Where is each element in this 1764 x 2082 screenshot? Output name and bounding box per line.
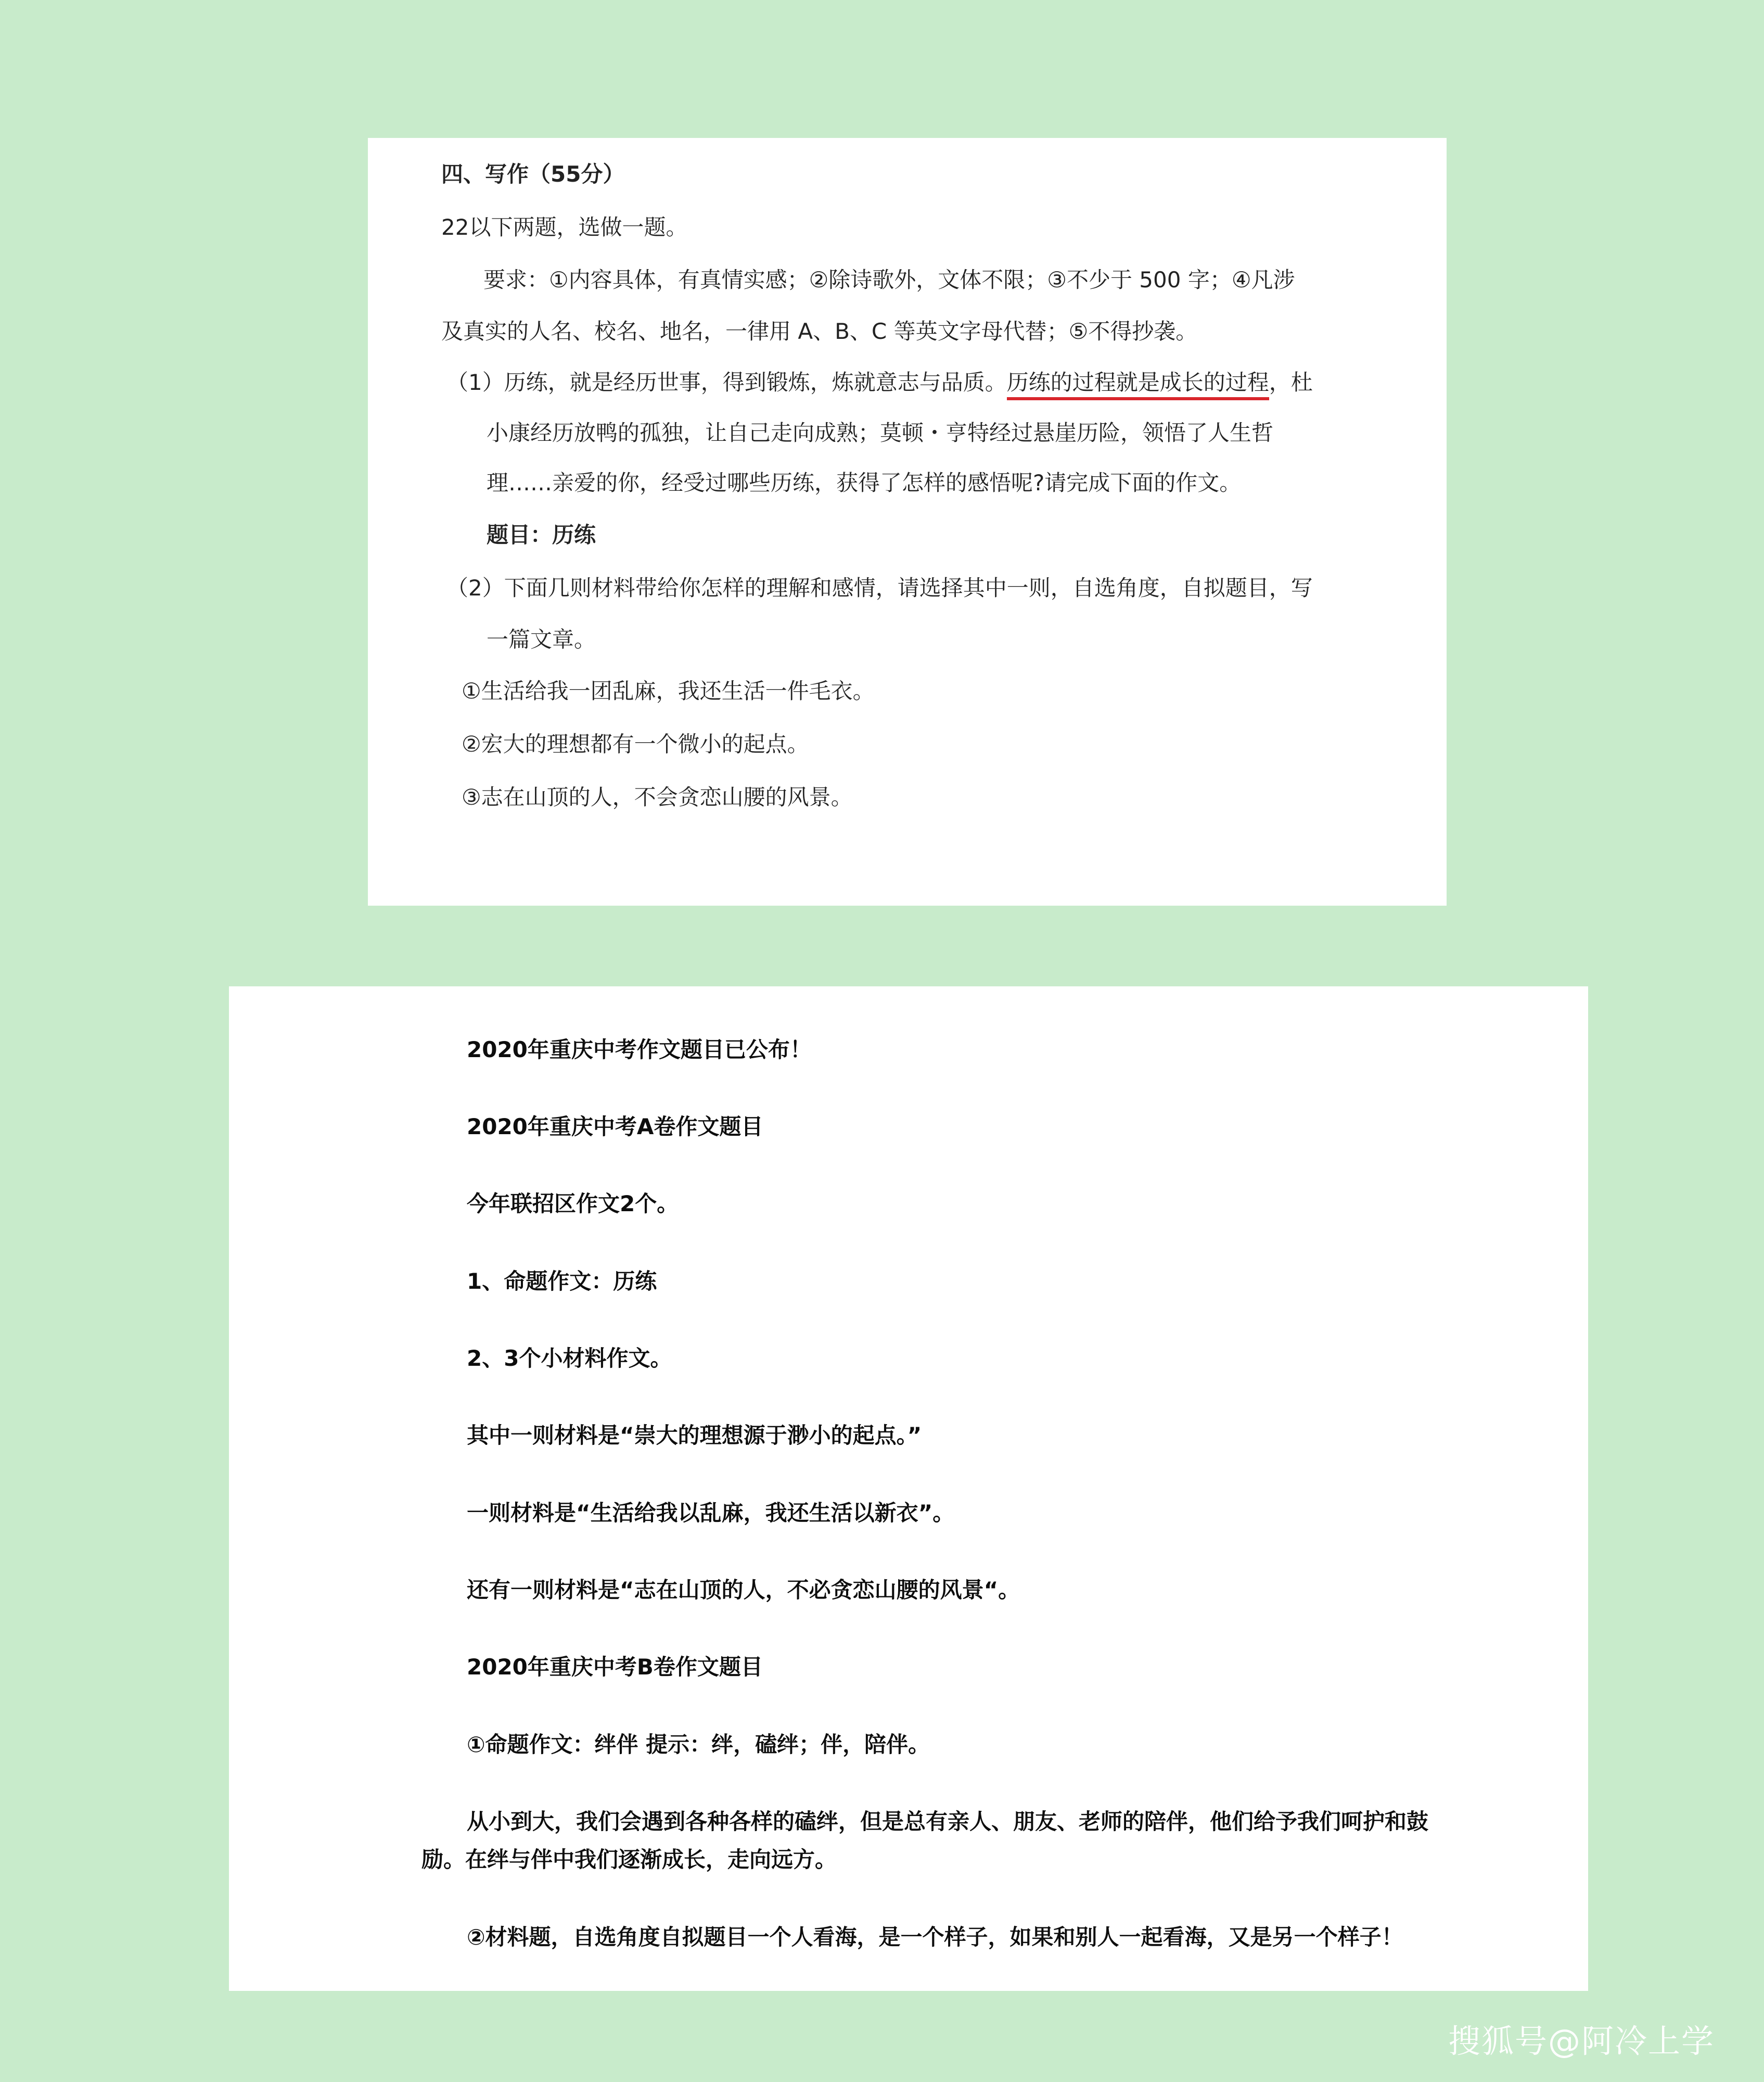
article-paragraph: 从小到大，我们会遇到各种各样的磕绊，但是总有亲人、朋友、老师的陪伴，他们给予我们呵护和鼓 [467,1809,1429,1834]
question-intro: 22以下两题，选做一题。 [441,214,688,240]
question-1-topic: 题目：历练 [487,522,596,548]
b-paper-heading: 2020年重庆中考B卷作文题目 [467,1654,763,1680]
a-paper-heading: 2020年重庆中考A卷作文题目 [467,1114,763,1139]
article-paragraph: 还有一则材料是“志在山顶的人，不必贪恋山腰的风景“。 [467,1577,1020,1603]
material-2: ②宏大的理想都有一个微小的起点。 [462,731,809,757]
article-paragraph: ②材料题，自选角度自拟题目一个人看海，是一个样子，如果和别人一起看海，又是另一个样子！ [467,1924,1403,1950]
article-card [229,986,1588,1991]
article-paragraph: 2、3个小材料作文。 [467,1345,672,1371]
article-headline: 2020年重庆中考作文题目已公布！ [467,1037,812,1062]
article-paragraph: 励。在绊与伴中我们逐渐成长，走向远方。 [421,1847,837,1872]
sohu-watermark: 搜狐号@阿冷上学 [1448,2022,1715,2060]
article-paragraph: 1、命题作文：历练 [467,1268,657,1294]
article-paragraph: 今年联招区作文2个。 [467,1191,679,1216]
question-2-line-1: （2）下面几则材料带给你怎样的理解和感情，请选择其中一则，自选角度，自拟题目，写 [446,575,1313,601]
material-3: ③志在山顶的人，不会贪恋山腰的风景。 [462,784,853,810]
requirements-line-1: 要求：①内容具体，有真情实感；②除诗歌外，文体不限；③不少于 500 字；④凡涉 [483,267,1295,293]
underlined-key-sentence: 历练的过程就是成长的过程 [1007,370,1269,400]
exam-paper-card [368,138,1447,906]
question-1-line-2: 小康经历放鸭的孤独，让自己走向成熟；莫顿・亨特经过悬崖历险，领悟了人生哲 [487,420,1274,446]
article-paragraph: 其中一则材料是“崇大的理想源于渺小的起点。” [467,1423,922,1448]
article-paragraph: ①命题作文：绊伴 提示：绊，磕绊；伴，陪伴。 [467,1732,930,1757]
question-1-text: （1）历练，就是经历世事，得到锻炼，炼就意志与品质。 [446,370,1007,395]
question-1-line-1 [446,367,1313,398]
question-2-line-2: 一篇文章。 [487,627,596,652]
question-1-line-3: 理……亲爱的你，经受过哪些历练，获得了怎样的感悟呢?请完成下面的作文。 [487,470,1242,496]
question-1-text-end: ，杜 [1269,370,1313,395]
article-paragraph: 一则材料是“生活给我以乱麻，我还生活以新衣”。 [467,1500,955,1526]
material-1: ①生活给我一团乱麻，我还生活一件毛衣。 [462,678,875,704]
section-title: 四、写作（55分） [441,161,625,187]
requirements-line-2: 及真实的人名、校名、地名，一律用 A、B、C 等英文字母代替；⑤不得抄袭。 [441,319,1198,344]
